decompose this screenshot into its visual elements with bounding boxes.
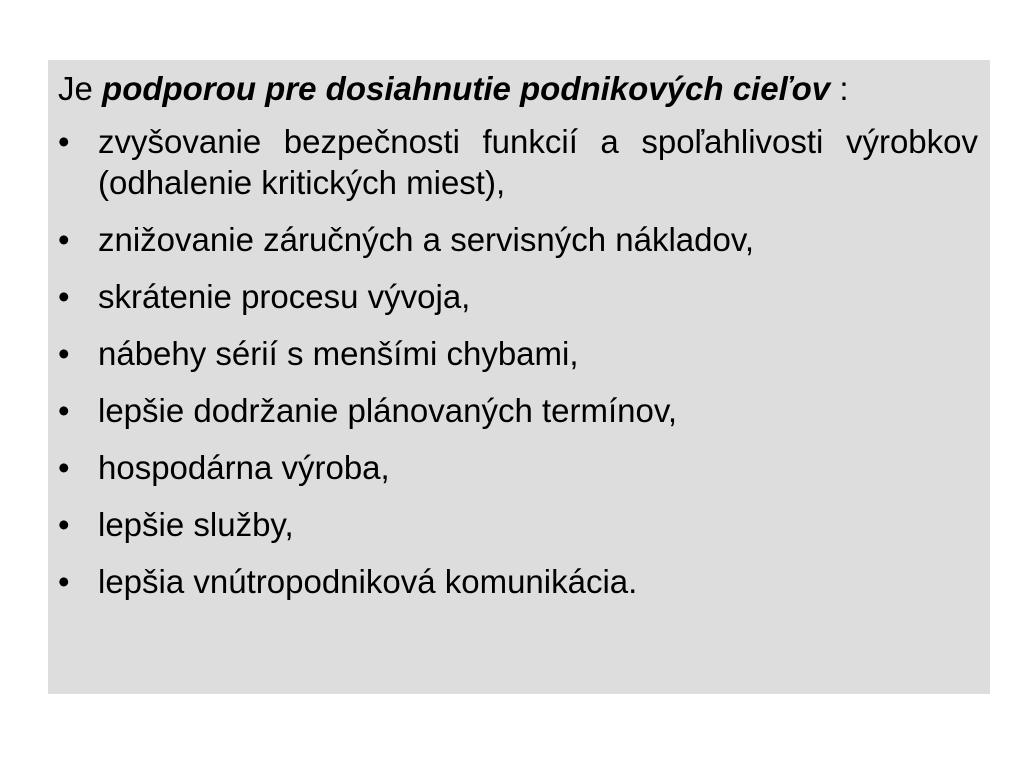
bullet-icon: •	[58, 506, 70, 543]
list-item-text: lepšie dodržanie plánovaných termínov,	[98, 392, 678, 429]
list-item	[58, 561, 978, 602]
intro-suffix: :	[830, 70, 849, 107]
list-item	[58, 333, 978, 374]
bullet-list	[58, 121, 978, 602]
list-item-text: skrátenie procesu vývoja,	[98, 278, 471, 315]
list-item	[58, 219, 978, 260]
intro-emphasis: podporou pre dosiahnutie podnikových cieľov	[102, 70, 831, 107]
content-box	[48, 60, 990, 694]
list-item	[58, 504, 978, 545]
list-item-text: zvyšovanie bezpečnosti funkcií a spoľahlivosti výrobkov (odhalenie kritických miest),	[98, 123, 978, 201]
list-item	[58, 121, 978, 203]
intro-text	[58, 68, 978, 109]
bullet-icon: •	[58, 278, 70, 315]
bullet-icon: •	[58, 449, 70, 486]
intro-prefix: Je	[58, 70, 103, 107]
list-item-text: hospodárna výroba,	[98, 449, 390, 486]
list-item	[58, 447, 978, 488]
list-item	[58, 276, 978, 317]
bullet-icon: •	[58, 392, 70, 429]
bullet-icon: •	[58, 221, 70, 258]
list-item-text: lepšie služby,	[98, 506, 294, 543]
list-item	[58, 390, 978, 431]
bullet-icon: •	[58, 335, 70, 372]
bullet-icon: •	[58, 123, 70, 160]
list-item-text: lepšia vnútropodniková komunikácia.	[98, 563, 638, 600]
list-item-text: znižovanie záručných a servisných nákladov,	[98, 221, 755, 258]
bullet-icon: •	[58, 563, 70, 600]
list-item-text: nábehy sérií s menšími chybami,	[98, 335, 579, 372]
